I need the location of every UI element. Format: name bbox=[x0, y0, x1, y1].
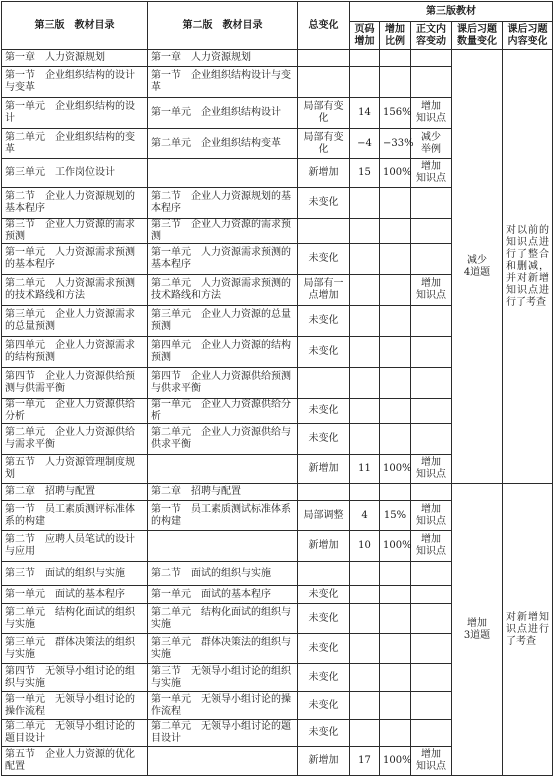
cell-third-edition: 第三单元 企业人力资源需求的总量预测 bbox=[2, 306, 148, 337]
header-pages: 页码 增加 bbox=[350, 22, 380, 50]
cell-third-edition: 第二单元 结构化面试的组织与实施 bbox=[2, 604, 148, 634]
cell-third-edition: 第一单元 企业人力资源供给分析 bbox=[2, 399, 148, 424]
cell-text-change bbox=[411, 634, 452, 664]
cell-pages bbox=[350, 604, 380, 634]
cell-ratio: 156% bbox=[380, 98, 411, 129]
cell-second-edition bbox=[148, 747, 298, 776]
cell-total-change: 未变化 bbox=[298, 244, 350, 275]
cell-exercise-qty: 增加 3道题 bbox=[452, 484, 503, 776]
cell-text-change bbox=[411, 306, 452, 337]
cell-second-edition: 第三单元 企业人力资源的总量预测 bbox=[148, 306, 298, 337]
cell-total-change bbox=[298, 368, 350, 399]
header-third-edition: 第三版 教材目录 bbox=[2, 2, 148, 50]
table-row bbox=[2, 484, 553, 501]
cell-ratio bbox=[380, 188, 411, 219]
cell-third-edition: 第一单元 面试的基本程序 bbox=[2, 586, 148, 604]
cell-total-change bbox=[298, 219, 350, 244]
cell-second-edition: 第二章 招聘与配置 bbox=[148, 484, 298, 501]
cell-exercise-content: 对以前的知识点进行了整合和删减，并对新增知识点进行了考查 bbox=[503, 50, 553, 484]
table-body bbox=[2, 50, 553, 776]
header-exercise-content: 课后习题 内容变化 bbox=[503, 22, 553, 50]
cell-third-edition: 第二单元 企业人力资源供给与需求平衡 bbox=[2, 424, 148, 455]
cell-ratio: 15% bbox=[380, 501, 411, 531]
cell-second-edition: 第一节 企业组织结构设计与变革 bbox=[148, 67, 298, 98]
cell-total-change bbox=[298, 67, 350, 98]
cell-ratio bbox=[380, 562, 411, 586]
cell-ratio: 100% bbox=[380, 531, 411, 562]
cell-ratio bbox=[380, 50, 411, 67]
cell-second-edition: 第一单元 人力资源需求预测的基本程序 bbox=[148, 244, 298, 275]
header-second-edition: 第二版 教材目录 bbox=[148, 2, 298, 50]
cell-third-edition: 第二章 招聘与配置 bbox=[2, 484, 148, 501]
cell-ratio bbox=[380, 244, 411, 275]
cell-total-change bbox=[298, 50, 350, 67]
cell-total-change: 局部调整 bbox=[298, 501, 350, 531]
cell-third-edition: 第三单元 工作岗位设计 bbox=[2, 159, 148, 188]
cell-text-change bbox=[411, 484, 452, 501]
cell-text-change: 增加 知识点 bbox=[411, 159, 452, 188]
cell-total-change: 局部有变化 bbox=[298, 98, 350, 129]
cell-third-edition: 第三单元 群体决策法的组织与实施 bbox=[2, 634, 148, 664]
cell-text-change: 减少 举例 bbox=[411, 129, 452, 159]
cell-pages bbox=[350, 484, 380, 501]
header-text-change: 正文内 容变动 bbox=[411, 22, 452, 50]
cell-text-change bbox=[411, 67, 452, 98]
cell-total-change: 未变化 bbox=[298, 424, 350, 455]
cell-ratio bbox=[380, 368, 411, 399]
cell-total-change: 新增加 bbox=[298, 531, 350, 562]
cell-text-change bbox=[411, 692, 452, 720]
cell-second-edition: 第一单元 无领导小组讨论的操作流程 bbox=[148, 692, 298, 720]
cell-pages bbox=[350, 664, 380, 692]
cell-text-change bbox=[411, 664, 452, 692]
cell-text-change: 增加 知识点 bbox=[411, 501, 452, 531]
cell-pages: 14 bbox=[350, 98, 380, 129]
cell-text-change bbox=[411, 244, 452, 275]
cell-total-change: 新增加 bbox=[298, 159, 350, 188]
cell-ratio bbox=[380, 586, 411, 604]
cell-text-change: 增加 知识点 bbox=[411, 98, 452, 129]
cell-total-change: 局部有一点增加 bbox=[298, 275, 350, 306]
cell-text-change bbox=[411, 219, 452, 244]
cell-text-change bbox=[411, 188, 452, 219]
comparison-table bbox=[1, 1, 553, 776]
cell-second-edition: 第二单元 企业人力资源供给与供求平衡 bbox=[148, 424, 298, 455]
cell-ratio bbox=[380, 604, 411, 634]
cell-total-change bbox=[298, 562, 350, 586]
cell-text-change: 增加 知识点 bbox=[411, 455, 452, 484]
cell-pages: −4 bbox=[350, 129, 380, 159]
cell-third-edition: 第四节 企业人力资源供给预测与供需平衡 bbox=[2, 368, 148, 399]
cell-ratio bbox=[380, 399, 411, 424]
cell-second-edition: 第一单元 面试的基本程序 bbox=[148, 586, 298, 604]
cell-text-change bbox=[411, 368, 452, 399]
cell-third-edition: 第四节 无领导小组讨论的组织与实施 bbox=[2, 664, 148, 692]
cell-ratio: 100% bbox=[380, 747, 411, 776]
cell-ratio: 100% bbox=[380, 455, 411, 484]
cell-exercise-qty: 减少 4道题 bbox=[452, 50, 503, 484]
cell-pages bbox=[350, 50, 380, 67]
cell-exercise-content: 对新增知识点进行了考查 bbox=[503, 484, 553, 776]
cell-pages bbox=[350, 219, 380, 244]
cell-third-edition: 第一单元 无领导小组讨论的操作流程 bbox=[2, 692, 148, 720]
cell-third-edition: 第二节 企业人力资源规划的基本程序 bbox=[2, 188, 148, 219]
cell-third-edition: 第二单元 人力资源需求预测的技术路线和方法 bbox=[2, 275, 148, 306]
cell-ratio bbox=[380, 337, 411, 368]
cell-second-edition: 第二单元 结构化面试的组织与实施 bbox=[148, 604, 298, 634]
cell-pages: 4 bbox=[350, 501, 380, 531]
cell-third-edition: 第三节 面试的组织与实施 bbox=[2, 562, 148, 586]
cell-text-change: 增加 知识点 bbox=[411, 275, 452, 306]
cell-pages bbox=[350, 720, 380, 747]
cell-ratio bbox=[380, 484, 411, 501]
header-third-edition-group: 第三版教材 bbox=[350, 2, 553, 22]
cell-total-change: 未变化 bbox=[298, 664, 350, 692]
cell-pages bbox=[350, 244, 380, 275]
cell-text-change bbox=[411, 337, 452, 368]
cell-second-edition bbox=[148, 531, 298, 562]
cell-pages bbox=[350, 306, 380, 337]
cell-second-edition: 第三节 企业人力资源的需求预测 bbox=[148, 219, 298, 244]
cell-ratio bbox=[380, 275, 411, 306]
cell-third-edition: 第一节 员工素质测评标准体系的构建 bbox=[2, 501, 148, 531]
cell-second-edition bbox=[148, 455, 298, 484]
cell-second-edition: 第三单元 群体决策法的组织与实施 bbox=[148, 634, 298, 664]
cell-text-change bbox=[411, 720, 452, 747]
cell-ratio: 100% bbox=[380, 159, 411, 188]
cell-pages bbox=[350, 634, 380, 664]
cell-text-change bbox=[411, 562, 452, 586]
cell-total-change: 未变化 bbox=[298, 604, 350, 634]
cell-pages bbox=[350, 692, 380, 720]
header-exercise-qty: 课后习题 数量变化 bbox=[452, 22, 503, 50]
cell-total-change: 局部有变化 bbox=[298, 129, 350, 159]
cell-total-change: 未变化 bbox=[298, 337, 350, 368]
cell-second-edition bbox=[148, 159, 298, 188]
cell-ratio bbox=[380, 67, 411, 98]
cell-text-change: 增加 知识点 bbox=[411, 531, 452, 562]
cell-pages bbox=[350, 67, 380, 98]
cell-pages bbox=[350, 188, 380, 219]
cell-pages: 17 bbox=[350, 747, 380, 776]
cell-pages bbox=[350, 337, 380, 368]
cell-total-change: 新增加 bbox=[298, 747, 350, 776]
cell-third-edition: 第二单元 企业组织结构的变革 bbox=[2, 129, 148, 159]
cell-text-change bbox=[411, 399, 452, 424]
cell-pages: 10 bbox=[350, 531, 380, 562]
cell-text-change bbox=[411, 586, 452, 604]
table-row bbox=[2, 50, 553, 67]
cell-ratio: −33% bbox=[380, 129, 411, 159]
cell-total-change: 未变化 bbox=[298, 306, 350, 337]
header-ratio: 增加 比例 bbox=[380, 22, 411, 50]
cell-second-edition: 第二节 企业人力资源规划的基本程序 bbox=[148, 188, 298, 219]
cell-pages: 11 bbox=[350, 455, 380, 484]
cell-third-edition: 第一单元 企业组织结构的设计 bbox=[2, 98, 148, 129]
cell-second-edition: 第二节 面试的组织与实施 bbox=[148, 562, 298, 586]
cell-second-edition: 第二单元 无领导小组讨论的题目设计 bbox=[148, 720, 298, 747]
cell-ratio bbox=[380, 720, 411, 747]
cell-ratio bbox=[380, 306, 411, 337]
cell-second-edition: 第一章 人力资源规划 bbox=[148, 50, 298, 67]
cell-pages: 15 bbox=[350, 159, 380, 188]
cell-text-change bbox=[411, 424, 452, 455]
cell-total-change: 未变化 bbox=[298, 720, 350, 747]
cell-total-change: 新增加 bbox=[298, 455, 350, 484]
cell-total-change: 未变化 bbox=[298, 692, 350, 720]
cell-pages bbox=[350, 399, 380, 424]
cell-third-edition: 第四单元 企业人力资源需求的结构预测 bbox=[2, 337, 148, 368]
cell-third-edition: 第一章 人力资源规划 bbox=[2, 50, 148, 67]
cell-third-edition: 第五节 人力资源管理制度规划 bbox=[2, 455, 148, 484]
cell-pages bbox=[350, 368, 380, 399]
cell-ratio bbox=[380, 692, 411, 720]
cell-third-edition: 第五节 企业人力资源的优化配置 bbox=[2, 747, 148, 776]
cell-ratio bbox=[380, 219, 411, 244]
cell-ratio bbox=[380, 424, 411, 455]
cell-second-edition: 第二单元 人力资源需求预测的技术路线和方法 bbox=[148, 275, 298, 306]
cell-third-edition: 第一节 企业组织结构的设计与变革 bbox=[2, 67, 148, 98]
cell-second-edition: 第三节 无领导小组讨论的组织与实施 bbox=[148, 664, 298, 692]
cell-total-change: 未变化 bbox=[298, 399, 350, 424]
cell-second-edition: 第四单元 企业人力资源的结构预测 bbox=[148, 337, 298, 368]
cell-second-edition: 第一节 员工素质测试标准体系的构建 bbox=[148, 501, 298, 531]
cell-pages bbox=[350, 562, 380, 586]
cell-total-change: 未变化 bbox=[298, 188, 350, 219]
cell-second-edition: 第一单元 企业组织结构设计 bbox=[148, 98, 298, 129]
cell-total-change: 未变化 bbox=[298, 634, 350, 664]
cell-pages bbox=[350, 275, 380, 306]
cell-second-edition: 第四节 企业人力资源供给预测与供求平衡 bbox=[148, 368, 298, 399]
cell-text-change bbox=[411, 50, 452, 67]
cell-pages bbox=[350, 424, 380, 455]
cell-ratio bbox=[380, 634, 411, 664]
header-total-change: 总变化 bbox=[298, 2, 350, 50]
cell-second-edition: 第一单元 企业人力资源供给分析 bbox=[148, 399, 298, 424]
cell-third-edition: 第三节 企业人力资源的需求预测 bbox=[2, 219, 148, 244]
cell-pages bbox=[350, 586, 380, 604]
cell-third-edition: 第二单元 无领导小组讨论的题目设计 bbox=[2, 720, 148, 747]
cell-text-change bbox=[411, 604, 452, 634]
cell-text-change: 增加 知识点 bbox=[411, 747, 452, 776]
cell-total-change: 未变化 bbox=[298, 586, 350, 604]
cell-total-change bbox=[298, 484, 350, 501]
cell-third-edition: 第二节 应聘人员笔试的设计与应用 bbox=[2, 531, 148, 562]
cell-second-edition: 第二单元 企业组织结构变革 bbox=[148, 129, 298, 159]
cell-third-edition: 第一单元 人力资源需求预测的基本程序 bbox=[2, 244, 148, 275]
cell-ratio bbox=[380, 664, 411, 692]
